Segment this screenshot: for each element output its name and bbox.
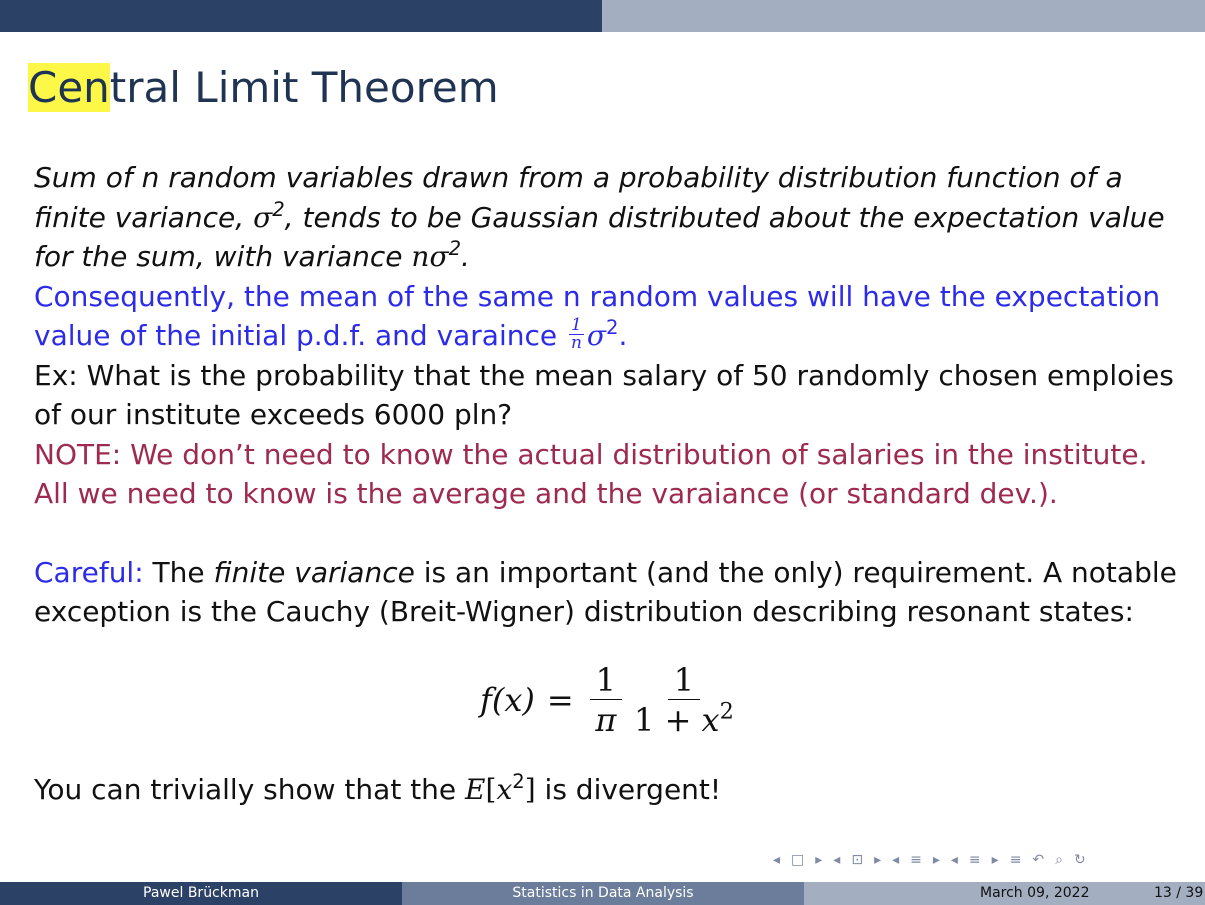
theorem-text: .	[461, 240, 470, 273]
equals-sign: =	[546, 681, 574, 719]
careful-line-1	[34, 553, 1184, 593]
section-icon[interactable]: ≡	[910, 852, 924, 868]
example-line-1: Ex: What is the probability that the mean salary of 50 randomly chosen emploies	[34, 358, 1174, 392]
spacer	[34, 514, 1184, 553]
divergence-statement	[34, 770, 721, 810]
frame-icon[interactable]: □	[791, 852, 807, 868]
slide-title	[28, 62, 499, 114]
careful-text: The	[143, 555, 214, 589]
page-number: 13 / 39	[1154, 885, 1204, 901]
denominator-text: 1 +	[634, 700, 702, 739]
one-over-n-fraction	[569, 314, 584, 353]
sigma-symbol: σ	[253, 200, 273, 234]
fraction-denominator	[630, 700, 738, 740]
exponent: 2	[512, 770, 525, 794]
nav-left-icon[interactable]: ◂	[833, 852, 843, 868]
careful-emphasis: finite variance	[213, 555, 415, 589]
theorem-text: finite variance,	[34, 200, 254, 234]
fraction-numerator: 1	[571, 314, 582, 335]
final-text: is divergent!	[535, 773, 722, 806]
consequence-text: .	[618, 319, 628, 352]
footer-author: Pawel Brückman	[0, 882, 402, 905]
theorem-text: for the sum, with variance	[34, 240, 412, 273]
nav-right-icon[interactable]: ▸	[815, 852, 825, 868]
example-line-2: of our institute exceeds 6000 pln?	[34, 398, 513, 431]
consequence-text: value of the initial p.d.f. and varaince	[34, 319, 567, 352]
theorem-text: , tends to be Gaussian distributed about the expectation value	[284, 200, 1165, 234]
cauchy-equation	[480, 660, 742, 740]
footer-bar	[0, 882, 1205, 905]
footer-date: March 09, 2022	[980, 885, 1090, 901]
footer-right	[804, 882, 1205, 905]
x-variable: x	[496, 773, 513, 806]
top-bar-section-left	[0, 0, 602, 32]
top-progress-bar	[0, 0, 1205, 32]
subsection-icon[interactable]: ⊡	[851, 852, 866, 868]
menu-icon[interactable]: ≡	[1009, 852, 1024, 868]
bracket: ]	[524, 773, 536, 806]
equation-lhs: f(x)	[480, 681, 535, 719]
nav-right-icon[interactable]: ▸	[874, 852, 884, 868]
beamer-navigation	[773, 852, 1193, 874]
careful-line-2: exception is the Cauchy (Breit-Wigner) distribution describing resonant states:	[34, 595, 1134, 628]
fraction-numerator: 1	[590, 661, 622, 700]
nav-right-icon[interactable]: ▸	[991, 852, 1001, 868]
fraction-denominator: n	[570, 332, 582, 353]
nav-left-icon[interactable]: ◂	[773, 852, 783, 868]
fraction-denominator: π	[595, 700, 617, 739]
title-highlight: Cen	[28, 63, 110, 112]
n-sigma-symbol: nσ	[411, 240, 449, 273]
nav-left-icon[interactable]: ◂	[950, 852, 960, 868]
sigma-symbol: σ	[586, 319, 606, 352]
exponent: 2	[272, 197, 285, 221]
expectation-symbol: E	[465, 773, 486, 806]
theorem-line-2	[34, 198, 1184, 238]
theorem-line-3	[34, 237, 1184, 277]
theorem-line-1: Sum of n random variables drawn from a probability distribution function of a	[34, 161, 1123, 194]
careful-text: is an important (and the only) requirement. A notable	[414, 555, 1177, 589]
search-icon[interactable]: ⌕	[1055, 852, 1065, 868]
one-over-one-plus-x-squared-fraction	[630, 661, 738, 740]
slide-body	[34, 158, 1184, 632]
note-line-1: NOTE: We don’t need to know the actual distribution of salaries in the institute.	[34, 437, 1148, 471]
fraction-numerator: 1	[668, 661, 700, 700]
consequence-line-1: Consequently, the mean of the same n random values will have the expectation	[34, 279, 1161, 313]
footer-course: Statistics in Data Analysis	[402, 882, 804, 905]
consequence-line-2	[34, 316, 1184, 356]
bracket: [	[485, 773, 497, 806]
final-text: You can trivially show that the	[34, 773, 466, 806]
exponent: 2	[605, 316, 619, 340]
one-over-pi-fraction	[590, 661, 622, 740]
redo-icon[interactable]: ↻	[1074, 852, 1088, 868]
title-rest: tral Limit Theorem	[109, 63, 499, 112]
note-line-2: All we need to know is the average and the varaiance (or standard dev.).	[34, 477, 1058, 510]
careful-label: Careful:	[34, 555, 144, 589]
nav-right-icon[interactable]: ▸	[932, 852, 942, 868]
nav-left-icon[interactable]: ◂	[892, 852, 902, 868]
document-icon[interactable]: ≡	[968, 852, 983, 868]
x-variable: x	[701, 700, 720, 739]
top-bar-section-right	[602, 0, 1205, 32]
exponent: 2	[448, 237, 462, 261]
undo-icon[interactable]: ↶	[1032, 852, 1047, 868]
exponent: 2	[719, 698, 734, 725]
